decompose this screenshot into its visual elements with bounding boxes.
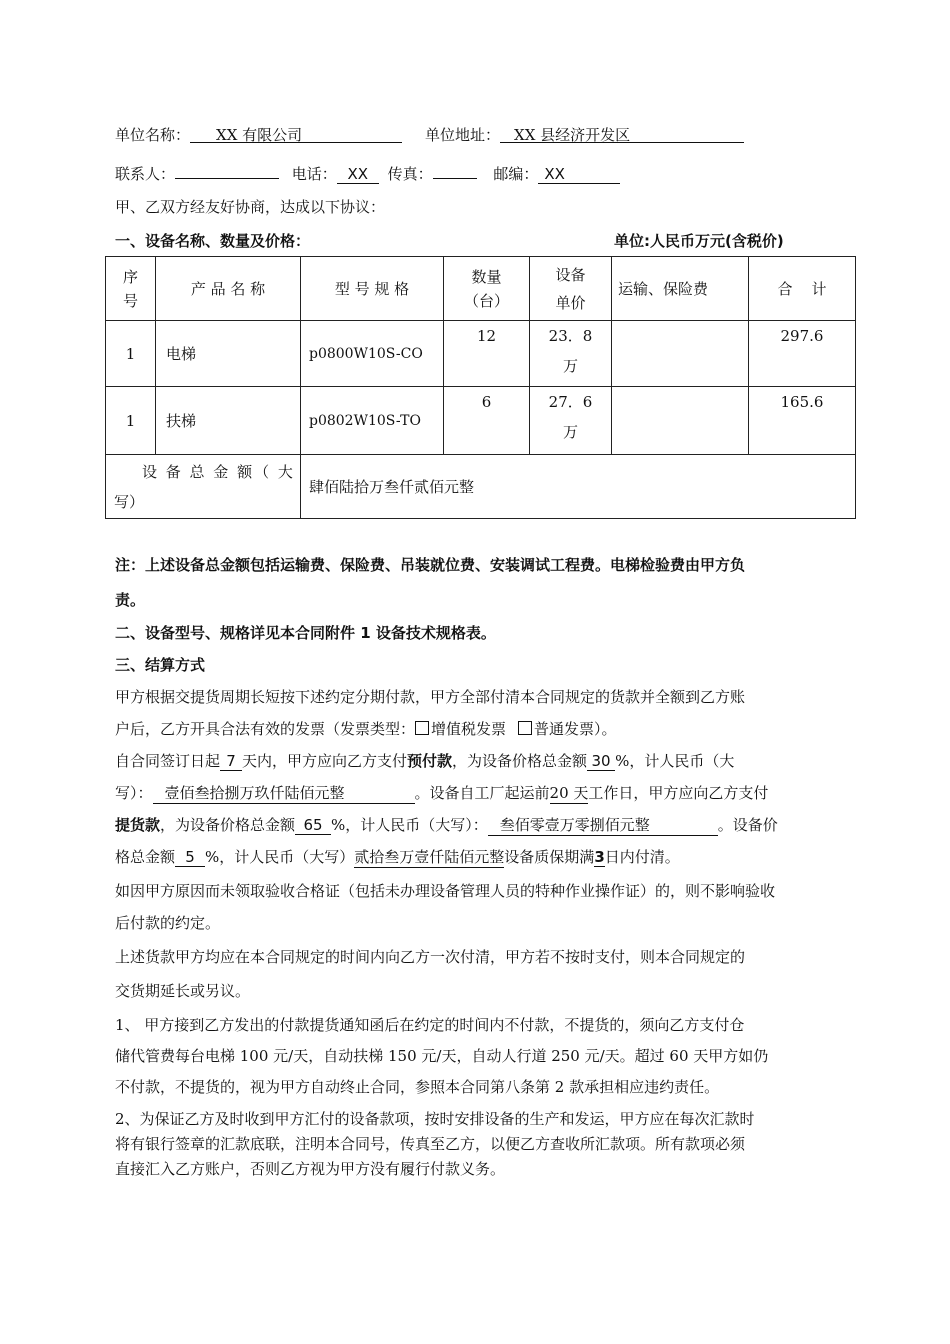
- vat-invoice-checkbox[interactable]: [415, 721, 429, 735]
- header-quantity: 数量 （台）: [444, 257, 530, 321]
- payment-para6-line1: 2、为保证乙方及时收到甲方汇付的设备款项，按时安排设备的生产和发运，甲方应在每次汇款时: [115, 1110, 755, 1128]
- payment-para3-line2: 后付款的约定。: [115, 914, 221, 932]
- unit-name-value: XX 有限公司: [216, 126, 303, 144]
- header-product-name: 产 品 名 称: [156, 257, 301, 321]
- contact-row: [115, 160, 620, 184]
- prepay-amount-field: [153, 782, 415, 804]
- p2-text-c2: %，计人民币（大写）：: [331, 816, 488, 834]
- payment-para1-line1: 甲方根据交提货周期长短按下述约定分期付款，甲方全部付清本合同规定的货款并全额到乙方账: [115, 688, 746, 706]
- p2-text-a2: 天内，甲方应向乙方支付: [242, 752, 408, 770]
- phone-value: XX: [337, 165, 379, 184]
- contact-label: 联系人：: [115, 165, 176, 183]
- unit-address-row: [425, 124, 744, 145]
- postcode-field: [538, 165, 620, 184]
- p2-text-d4: 日内付清。: [604, 848, 680, 866]
- fax-label: 传真：: [387, 165, 433, 183]
- note-line1: 注：上述设备总金额包括运输费、保险费、吊装就位费、安装调试工程费。电梯检验费由甲方负: [115, 556, 746, 574]
- unit-name-label: 单位名称：: [115, 126, 191, 144]
- row1-unit-price: [530, 321, 612, 387]
- p2-text-b1: 写）：: [115, 784, 153, 802]
- unit-address-label: 单位地址：: [425, 126, 501, 144]
- pickup-percent: 65: [295, 816, 331, 835]
- unit-address-value: XX 县经济开发区: [514, 126, 631, 144]
- unit-name-field: [190, 124, 402, 143]
- p2-text-d3: 设备质保期满: [504, 848, 595, 866]
- pickup-payment-label: 提货款: [115, 816, 161, 834]
- total-label-line1: 设 备 总 金 额（ 大: [142, 462, 295, 481]
- p2-text-b2: 。设备自工厂起运前: [414, 784, 550, 802]
- row2-qty: 6: [444, 387, 530, 455]
- equipment-table: [105, 256, 856, 519]
- table-header-row: [106, 257, 856, 321]
- payment-para6-line3: 直接汇入乙方账户，否则乙方视为甲方没有履行付款义务。: [115, 1160, 506, 1178]
- payment-para4-line1: 上述货款甲方均应在本合同规定的时间内向乙方一次付清，甲方若不按时支付，则本合同规定的: [115, 948, 746, 966]
- payment-para5-line2: 储代管费每台电梯 100 元/天，自动扶梯 150 元/天，自动人行道 250 元/天。超过 60 天甲方如仍: [115, 1047, 769, 1065]
- p2-text-a1: 自合同签订日起: [115, 752, 221, 770]
- payment-para2-line4: [115, 846, 680, 868]
- header-transport-insurance: 运输、保险费: [612, 257, 749, 321]
- payment-para5-line1: 1、 甲方接到乙方发出的付款提货通知函后在约定的时间内不付款，不提货的，须向乙方支付仓: [115, 1016, 745, 1034]
- payment-para3-line1: 如因甲方原因而未领取验收合格证（包括未办理设备管理人员的特种作业操作证）的，则不影响验收: [115, 882, 776, 900]
- row2-seq: 1: [106, 387, 156, 455]
- vat-invoice-label: 增值税发票: [431, 720, 507, 738]
- payment-para6-line2: 将有银行签章的汇款底联，注明本合同号，传真至乙方，以便乙方查收所汇款项。所有款项必须: [115, 1135, 746, 1153]
- row1-price-number: 23．8: [548, 327, 593, 345]
- phone-label: 电话：: [291, 165, 337, 183]
- payment-para2-line2: [115, 782, 768, 804]
- total-amount-label: [106, 455, 301, 519]
- invoice-type-intro: 户后，乙方开具合法有效的发票（发票类型：: [115, 720, 416, 738]
- invoice-type-close: ）。: [594, 720, 617, 738]
- normal-invoice-label: 普通发票: [534, 720, 595, 738]
- note-line2: 责。: [115, 591, 146, 609]
- payment-para1-line2: [115, 718, 617, 739]
- pickup-days: 20 天: [549, 784, 589, 802]
- unit-name-row: [115, 124, 402, 145]
- row1-seq: 1: [106, 321, 156, 387]
- row1-total: 297.6: [749, 321, 856, 387]
- row2-model: p0802W10S-TO: [301, 387, 444, 455]
- postcode-label: 邮编：: [493, 165, 539, 183]
- p2-text-b3: 工作日，甲方应向乙方支付: [588, 784, 769, 802]
- row1-transport: [612, 321, 749, 387]
- header-model: 型 号 规 格: [301, 257, 444, 321]
- row1-name: 电梯: [156, 321, 301, 387]
- p2-text-c1: ，为设备价格总金额: [160, 816, 296, 834]
- row1-model: p0800W10S-CO: [301, 321, 444, 387]
- p2-text-d1: 格总金额: [115, 848, 176, 866]
- row2-total: 165.6: [749, 387, 856, 455]
- pickup-amount-field: [488, 814, 718, 836]
- prepay-label: 预付款: [407, 752, 453, 770]
- header-unit-price: 设备 单价: [530, 257, 612, 321]
- fax-field: [433, 160, 477, 179]
- warranty-amount: 贰拾叁万壹仟陆佰元整: [354, 848, 505, 866]
- prepay-amount: 壹佰叁拾捌万玖仟陆佰元整: [164, 784, 345, 802]
- header-seq: 序 号: [106, 257, 156, 321]
- payment-para2-line1: [115, 750, 734, 771]
- prepay-percent: 30: [587, 752, 615, 771]
- p2-text-a4: %，计人民币（大: [615, 752, 735, 770]
- contact-field: [175, 160, 279, 179]
- table-total-row: [106, 455, 856, 519]
- row2-unit-price: [530, 387, 612, 455]
- row2-name: 扶梯: [156, 387, 301, 455]
- section1-title: 一、设备名称、数量及价格：: [115, 232, 311, 250]
- row1-qty: 12: [444, 321, 530, 387]
- payment-para4-line2: 交货期延长或另议。: [115, 982, 251, 1000]
- currency-unit-note: 单位:人民币万元(含税价): [614, 232, 784, 250]
- postcode-value: XX: [544, 165, 565, 183]
- header-total: 合 计: [749, 257, 856, 321]
- section3-title: 三、结算方式: [115, 656, 206, 674]
- row2-transport: [612, 387, 749, 455]
- prepay-days: 7: [220, 752, 242, 771]
- row2-price-unit: 万: [562, 423, 578, 441]
- row2-price-number: 27．6: [548, 393, 593, 411]
- total-label-line2: 写）: [114, 492, 145, 511]
- p2-text-d2: %，计人民币（大写）: [205, 848, 355, 866]
- normal-invoice-checkbox[interactable]: [518, 721, 532, 735]
- section2-title: 二、设备型号、规格详见本合同附件 1 设备技术规格表。: [115, 624, 496, 642]
- table-row: [106, 321, 856, 387]
- agreement-line: 甲、乙双方经友好协商，达成以下协议：: [115, 198, 386, 216]
- p2-text-c3: 。设备价: [717, 816, 778, 834]
- table-row: [106, 387, 856, 455]
- warranty-percent: 5: [175, 848, 205, 867]
- payment-para2-line3: [115, 814, 778, 836]
- warranty-days: 3: [594, 848, 605, 866]
- unit-address-field: [500, 124, 744, 143]
- total-amount-value: 肆佰陆拾万叁仟贰佰元整: [301, 455, 856, 519]
- row1-price-unit: 万: [562, 357, 578, 375]
- payment-para5-line3: 不付款，不提货的，视为甲方自动终止合同，参照本合同第八条第 2 款承担相应违约责任。: [115, 1078, 720, 1096]
- pickup-amount: 叁佰零壹万零捌佰元整: [499, 816, 650, 834]
- p2-text-a3: ，为设备价格总金额: [452, 752, 588, 770]
